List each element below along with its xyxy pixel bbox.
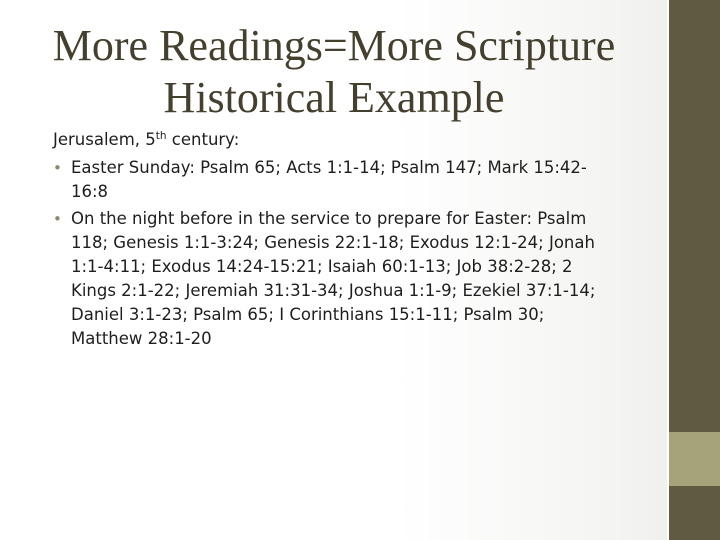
intro-suffix: century: [166, 130, 240, 149]
slide-title [20, 20, 648, 124]
intro-line [53, 128, 643, 152]
slide-body [53, 128, 643, 354]
intro-prefix: Jerusalem, 5 [53, 130, 156, 149]
list-item-night-before [53, 207, 643, 351]
bullet-icon: • [53, 159, 62, 177]
list-item-line: 1:1-4:11; Exodus 14:24-15:21; Isaiah 60:1-13; Job 38:2-28; 2 [71, 257, 573, 276]
list-item-easter-sunday [53, 156, 643, 204]
list-item-line: 16:8 [71, 182, 109, 201]
list-item-line: Matthew 28:1-20 [71, 329, 212, 348]
title-line-2: Historical Example [163, 73, 505, 122]
list-item-line: Kings 2:1-22; Jeremiah 31:31-34; Joshua 1:1-9; Ezekiel 37:1-14; [71, 281, 596, 300]
bar-accent-block [669, 432, 720, 486]
intro-superscript: th [155, 130, 167, 142]
bullet-icon: • [53, 210, 62, 228]
list-item-line: Daniel 3:1-23; Psalm 65; I Corinthians 15:1-11; Psalm 30; [71, 305, 545, 324]
title-line-1: More Readings=More Scripture [52, 21, 616, 70]
readings-list [53, 156, 643, 351]
list-item-line: On the night before in the service to prepare for Easter: Psalm [71, 209, 587, 228]
list-item-line: Easter Sunday: Psalm 65; Acts 1:1-14; Psalm 147; Mark 15:42- [71, 158, 587, 177]
list-item-line: 118; Genesis 1:1-3:24; Genesis 22:1-18; Exodus 12:1-24; Jonah [71, 233, 595, 252]
